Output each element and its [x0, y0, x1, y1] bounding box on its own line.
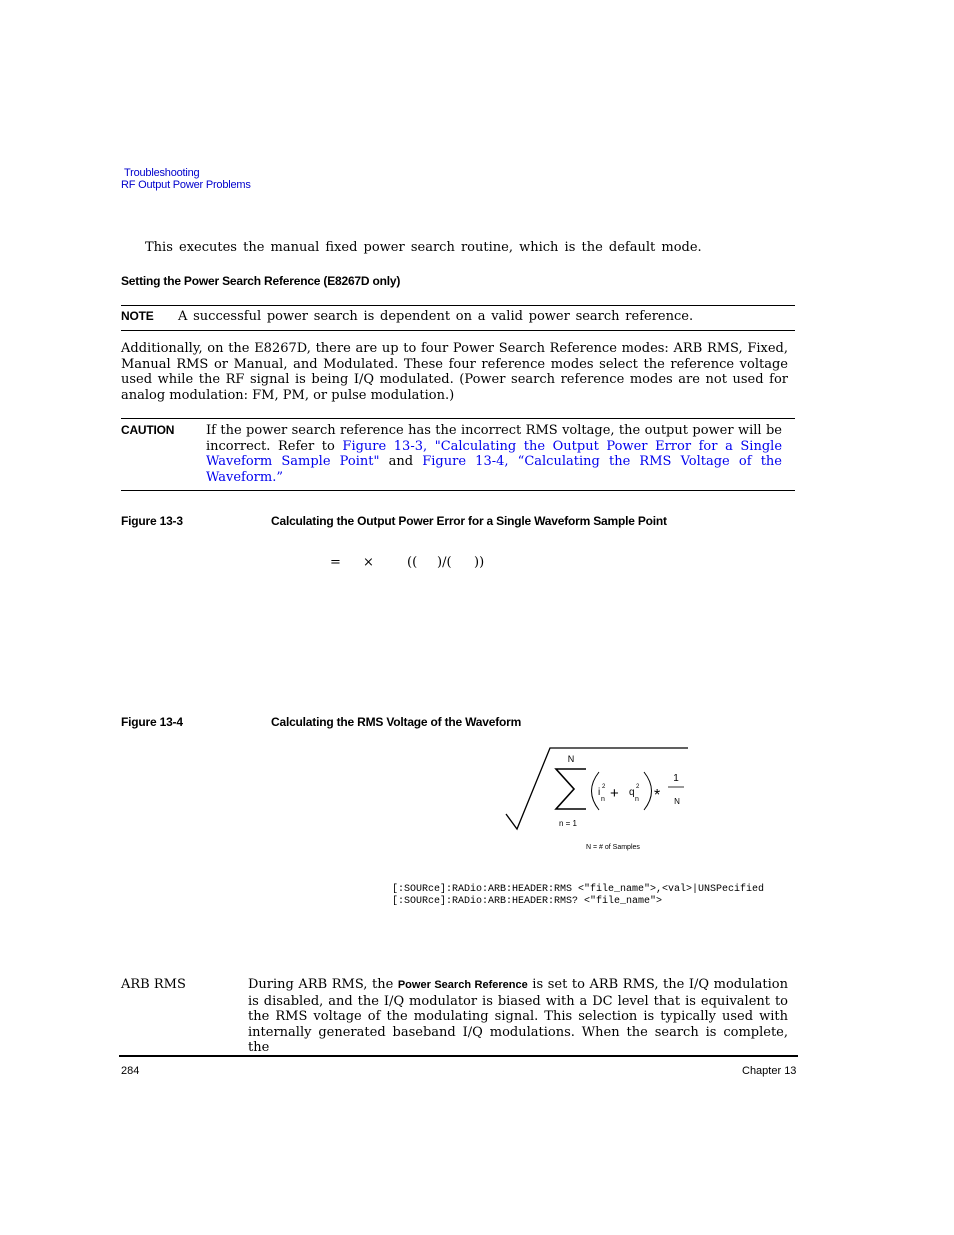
equation-close-paren: )): [474, 555, 485, 570]
sum-upper-limit: N: [567, 754, 575, 764]
i-variable: i: [598, 787, 601, 798]
footer-rule: [119, 1055, 798, 1057]
q-subscript: n: [635, 796, 639, 803]
arb-rms-term: ARB RMS: [121, 977, 186, 992]
section-heading: Setting the Power Search Reference (E8267D only): [121, 274, 401, 288]
equation-times: ×: [363, 555, 374, 570]
arb-rms-text-before: During ARB RMS, the: [248, 977, 398, 992]
scpi-command-query: [:SOURce]:RADio:ARB:HEADER:RMS? <"file_name">: [392, 896, 663, 907]
i-subscript: n: [601, 796, 605, 803]
caution-text-before: If the power search reference has the incorrect RMS voltage, the output power will be incorrect. Refer to: [206, 423, 782, 454]
caution-bottom-rule: [121, 490, 795, 491]
page-number: 284: [121, 1065, 140, 1077]
note-top-rule: [121, 305, 795, 306]
intro-text: This executes the manual fixed power search routine, which is the default mode.: [145, 240, 702, 255]
power-search-reference-softkey: Power Search Reference: [397, 979, 528, 991]
figure-13-4-link[interactable]: Figure 13-4, “Calculating the RMS Voltage of the Waveform.”: [206, 454, 782, 485]
figure-13-3-label: Figure 13-3: [121, 514, 183, 528]
q-variable: q: [629, 787, 635, 798]
paragraph-reference-modes: Additionally, on the E8267D, there are up to four Power Search Reference modes: ARB RMS, Fixed, Manual RMS or Manual, and Modulated. These four reference modes select the reference voltage used while the RF signal is being I/Q modulated. (Power search reference modes are not used for analog modulation: FM, PM, or pulse modulation.): [121, 341, 788, 403]
breadcrumb-subsection[interactable]: RF Output Power Problems: [121, 179, 251, 191]
equation-equals: =: [330, 555, 341, 570]
note-bottom-rule: [121, 330, 795, 331]
caution-top-rule: [121, 418, 795, 419]
equation-divide: )∕(: [437, 555, 452, 570]
i-superscript: 2: [602, 784, 606, 790]
figure-13-4-label: Figure 13-4: [121, 715, 183, 729]
figure-13-3-link[interactable]: Figure 13-3, "Calculating the Output Power Error for a Single Waveform Sample Point": [206, 438, 783, 470]
rms-formula: [500, 742, 700, 854]
samples-caption: N = # of Samples: [586, 844, 640, 851]
caution-text: [206, 423, 782, 485]
note-label: NOTE: [121, 309, 154, 323]
chapter-label: Chapter 13: [742, 1065, 797, 1077]
multiply-star: *: [654, 787, 661, 804]
radical-sign-icon: [506, 748, 688, 829]
figure-13-3-title: Calculating the Output Power Error for a Single Waveform Sample Point: [271, 514, 667, 528]
right-paren-icon: [644, 772, 652, 810]
sigma-icon: [556, 769, 586, 809]
fraction-numerator: 1: [673, 773, 679, 784]
sum-lower-limit: n = 1: [558, 819, 578, 828]
scpi-command-set: [:SOURce]:RADio:ARB:HEADER:RMS <"file_name">,<val>|UNSPecified: [392, 884, 765, 895]
fraction-denominator: N: [674, 797, 680, 806]
plus-sign: +: [610, 785, 619, 802]
q-superscript: 2: [636, 784, 640, 790]
arb-rms-description: [248, 977, 788, 1056]
arb-rms-text-after: is set to ARB RMS, the I/Q modulation is disabled, and the I/Q modulator is biased with a DC level that is equivalent to the RMS voltage of the modulating signal. This selection is typically used with internally generated baseband I/Q modulations. When the search is complete, the: [248, 977, 788, 1056]
figure-13-4-title: Calculating the RMS Voltage of the Waveform: [271, 715, 522, 729]
note-text: A successful power search is dependent on a valid power search reference.: [178, 309, 694, 324]
equation-open-paren: ((: [407, 555, 418, 570]
caution-label: CAUTION: [121, 423, 175, 437]
caution-text-middle: and: [379, 454, 423, 470]
breadcrumb-section[interactable]: Troubleshooting: [124, 167, 200, 179]
